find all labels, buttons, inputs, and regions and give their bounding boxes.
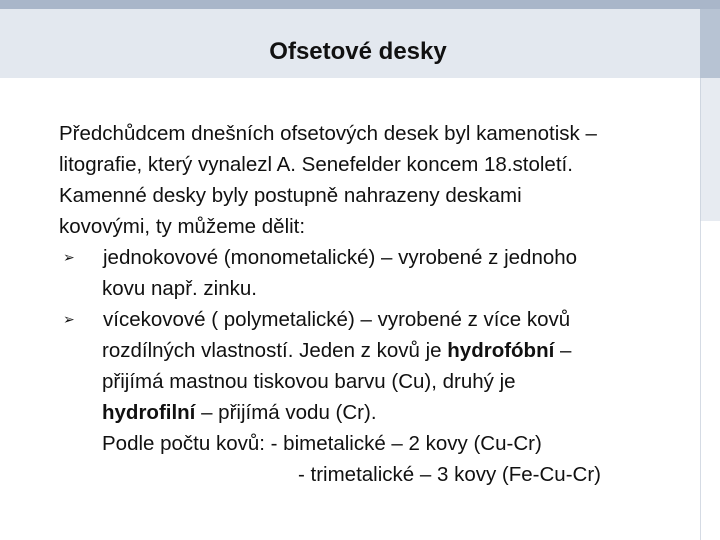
intro-line: kovovými, ty můžeme dělit:	[59, 215, 306, 238]
slide-title: Ofsetové desky	[269, 38, 447, 65]
bullet-text: jednokovové (monometalické) – vyrobené z jednoho	[103, 246, 578, 269]
bullet-text: vícekovové ( polymetalické) – vyrobené z více kovů	[103, 308, 571, 331]
slide-body	[59, 118, 699, 490]
metal-count-line: Podle počtu kovů: - bimetalické – 2 kovy (Cu-Cr)	[102, 432, 542, 455]
bullet-item-monometallic	[59, 242, 699, 273]
term-hydrophilic: hydrofilní	[102, 401, 196, 424]
side-accent-strip	[700, 78, 720, 221]
bullet-text: –	[554, 339, 572, 362]
bullet-text: – přijímá vodu (Cr).	[195, 401, 377, 424]
bullet-continuation	[59, 335, 699, 366]
term-hydrophobic: hydrofóbní	[447, 339, 555, 362]
bullet-continuation	[59, 397, 699, 428]
bullet-continuation: kovu např. zinku.	[102, 277, 257, 300]
top-accent-strip	[0, 0, 720, 9]
bullet-continuation: přijímá mastnou tiskovou barvu (Cu), druhý je	[102, 370, 516, 393]
metal-count-line: - trimetalické – 3 kovy (Fe-Cu-Cr)	[298, 463, 601, 486]
arrow-bullet-icon: ➢	[63, 249, 75, 265]
bullet-text: rozdílných vlastností. Jeden z kovů je	[102, 339, 448, 362]
arrow-bullet-icon: ➢	[63, 311, 75, 327]
side-divider	[700, 221, 701, 540]
intro-line: Kamenné desky byly postupně nahrazeny deskami	[59, 184, 522, 207]
bullet-item-polymetallic	[59, 304, 699, 335]
intro-line: Předchůdcem dnešních ofsetových desek byl kamenotisk –	[59, 122, 597, 145]
intro-line: litografie, který vynalezl A. Senefelder koncem 18.století.	[59, 153, 573, 176]
